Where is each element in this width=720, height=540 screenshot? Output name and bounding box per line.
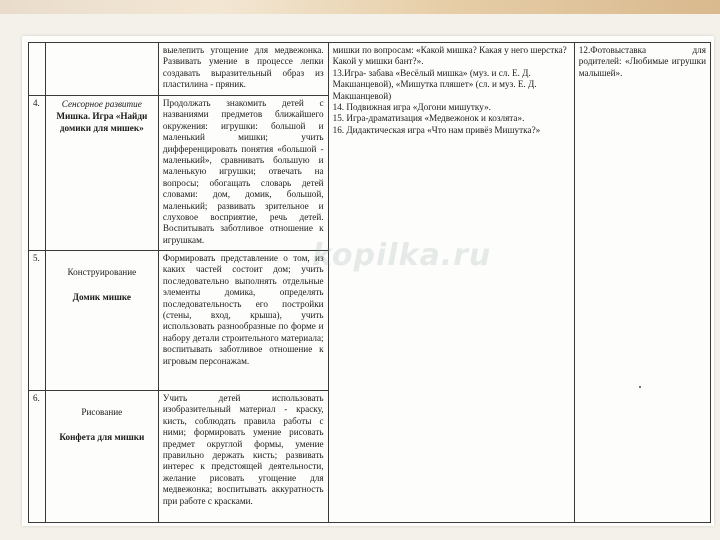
activity-kind: Рисование	[81, 407, 123, 417]
activity-kind: Сенсорное развитие	[61, 99, 142, 109]
row-number: 5.	[29, 251, 46, 391]
plan-table	[28, 42, 711, 523]
goal-cell: Формировать представление о том, из каких частей состоит дом; учить последовательно выполнять отдельные элементы домика, определять последовательность его постройки (стены, вход, крыша), учить использовать разнообразные по форме и набору детали строительного материала; воспитывать заботливое отношение к игровым персонажам.	[158, 251, 328, 391]
middle-line: мишки по вопросам: «Какой мишка? Какая у него шерстка? Какой у мишки бант?».	[332, 45, 567, 67]
parents-text: 12.Фотовыставка для родителей: «Любимые игрушки малышей».	[578, 45, 706, 78]
table-row	[29, 43, 711, 96]
middle-line: 15. Игра-драматизация «Медвежонок и козлята».	[332, 113, 525, 124]
activity-cell	[45, 96, 158, 251]
speck-mark	[639, 386, 641, 388]
activity-kind: Конструирование	[67, 267, 137, 277]
activity-cell	[45, 391, 158, 523]
row-number: 4.	[29, 96, 46, 251]
goal-cell: Учить детей использовать изобразительный материал - краску, кисть, соблюдать правила работы с ними; формировать умение рисовать предмет округлой формы, умение правильно держать кисть; развивать интерес к предстоящей деятельности, желание рисовать угощение для медвежонка; воспитывать аккуратность при работе с красками.	[158, 391, 328, 523]
top-decor-band	[0, 0, 720, 14]
goal-cell: Продолжать знакомить детей с названиями предметов ближайшего окружения: игрушки: большой и маленький мишки; учить дифференцировать понятия «большой - маленький», сравнивать большую и маленькую игрушки; отвечать на вопросы; обогащать словарь детей словами: дом, домик, большой, маленький; развивать зрительное и слуховое восприятие, речь детей. Воспитывать заботливое отношение к игрушкам.	[158, 96, 328, 251]
activity-title: Конфета для мишки	[59, 432, 145, 443]
parents-cell	[574, 43, 710, 523]
activity-title: Мишка. Игра «Найди домики для мишек»	[56, 111, 148, 133]
activity-cell	[45, 251, 158, 391]
goal-cell: выелепить угощение для медвежонка. Развивать умение в процессе лепки создавать выразительный образ из пластилина - пряник.	[158, 43, 328, 96]
middle-line: 14. Подвижная игра «Догони мишутку».	[332, 102, 491, 113]
row-number: 6.	[29, 391, 46, 523]
middle-line: 16. Дидактическая игра «Что нам привёз Мишутка?»	[332, 124, 541, 135]
num-cell	[29, 43, 46, 96]
activity-title: Домик мишке	[72, 292, 131, 303]
document-sheet	[22, 36, 714, 526]
middle-activities-cell	[328, 43, 574, 523]
middle-line: 13.Игра- забава «Весёлый мишка» (муз. и сл. Е. Д. Макшанцевой), «Мишутка пляшет» (сл. и муз. Е. Д. Макшанцевой)	[332, 67, 537, 101]
activity-cell	[45, 43, 158, 96]
